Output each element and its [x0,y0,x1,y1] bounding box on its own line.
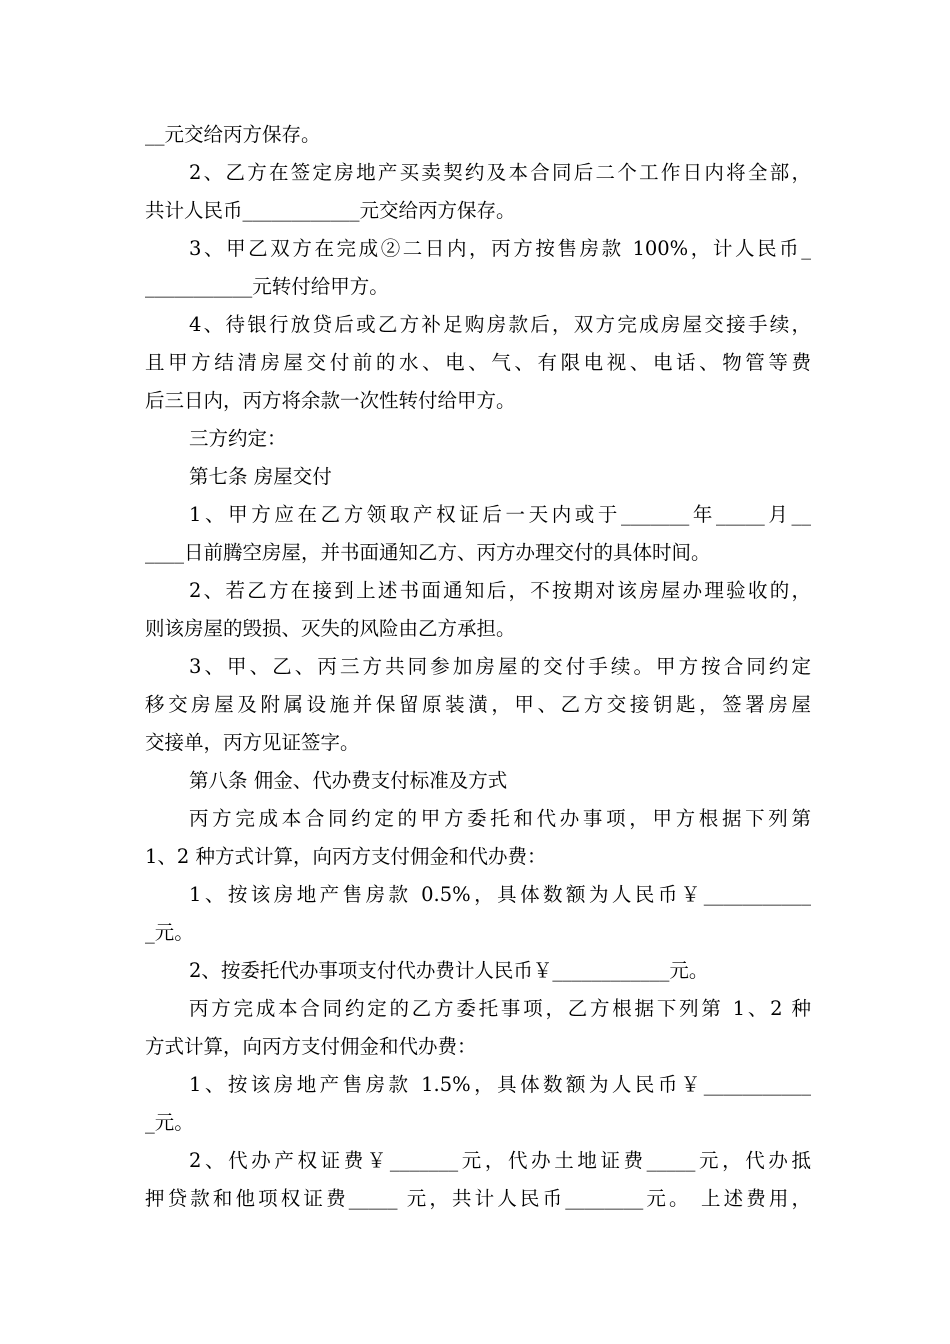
text-line: __元交给丙方保存。 [145,123,321,146]
text-line: 1、按该房地产售房款 1.5%，具体数额为人民币￥___________ [189,1073,811,1096]
text-line: 3、甲乙双方在完成②二日内，丙方按售房款 100%，计人民币_ [189,237,811,260]
text-line: 4、待银行放贷后或乙方补足购房款后，双方完成房屋交接手续， [189,313,811,336]
text-line: ____日前腾空房屋，并书面通知乙方、丙方办理交付的具体时间。 [145,541,711,564]
text-line: 且甲方结清房屋交付前的水、电、气、有限电视、电话、物管等费 [145,351,811,374]
text-line: 3、甲、乙、丙三方共同参加房屋的交付手续。甲方按合同约定 [189,655,811,678]
text-line: _元。 [145,921,194,944]
text-line: 第七条 房屋交付 [189,465,332,488]
text-line: 后三日内，丙方将余款一次性转付给甲方。 [145,389,516,412]
text-line: 2、若乙方在接到上述书面通知后，不按期对该房屋办理验收的， [189,579,811,602]
text-line: 押贷款和他项权证费_____ 元，共计人民币________元。 上述费用， [145,1187,811,1210]
text-line: 交接单，丙方见证签字。 [145,731,360,754]
text-line: 丙方完成本合同约定的甲方委托和代办事项，甲方根据下列第 [189,807,811,830]
text-line: 丙方完成本合同约定的乙方委托事项，乙方根据下列第 1、2 种 [189,997,811,1020]
text-line: 1、甲方应在乙方领取产权证后一天内或于_______年_____月__ [189,503,811,526]
text-line: 则该房屋的毁损、灭失的风险由乙方承担。 [145,617,516,640]
contract-text-body [145,116,811,1218]
text-line: 1、2 种方式计算，向丙方支付佣金和代办费： [145,845,547,868]
text-line: 2、乙方在签定房地产买卖契约及本合同后二个工作日内将全部， [189,161,811,184]
text-line: 共计人民币____________元交给丙方保存。 [145,199,516,222]
text-line: 2、按委托代办事项支付代办费计人民币￥____________元。 [189,959,709,982]
text-line: _元。 [145,1111,194,1134]
text-line: 1、按该房地产售房款 0.5%，具体数额为人民币￥___________ [189,883,811,906]
text-line: 第八条 佣金、代办费支付标准及方式 [189,769,508,792]
text-line: 移交房屋及附属设施并保留原装潢，甲、乙方交接钥匙，签署房屋 [145,693,811,716]
text-line: 方式计算，向丙方支付佣金和代办费： [145,1035,477,1058]
text-line: 三方约定： [189,427,287,450]
text-line: ___________元转付给甲方。 [145,275,389,298]
text-line: 2、代办产权证费￥_______元，代办土地证费_____元，代办抵 [189,1149,811,1172]
